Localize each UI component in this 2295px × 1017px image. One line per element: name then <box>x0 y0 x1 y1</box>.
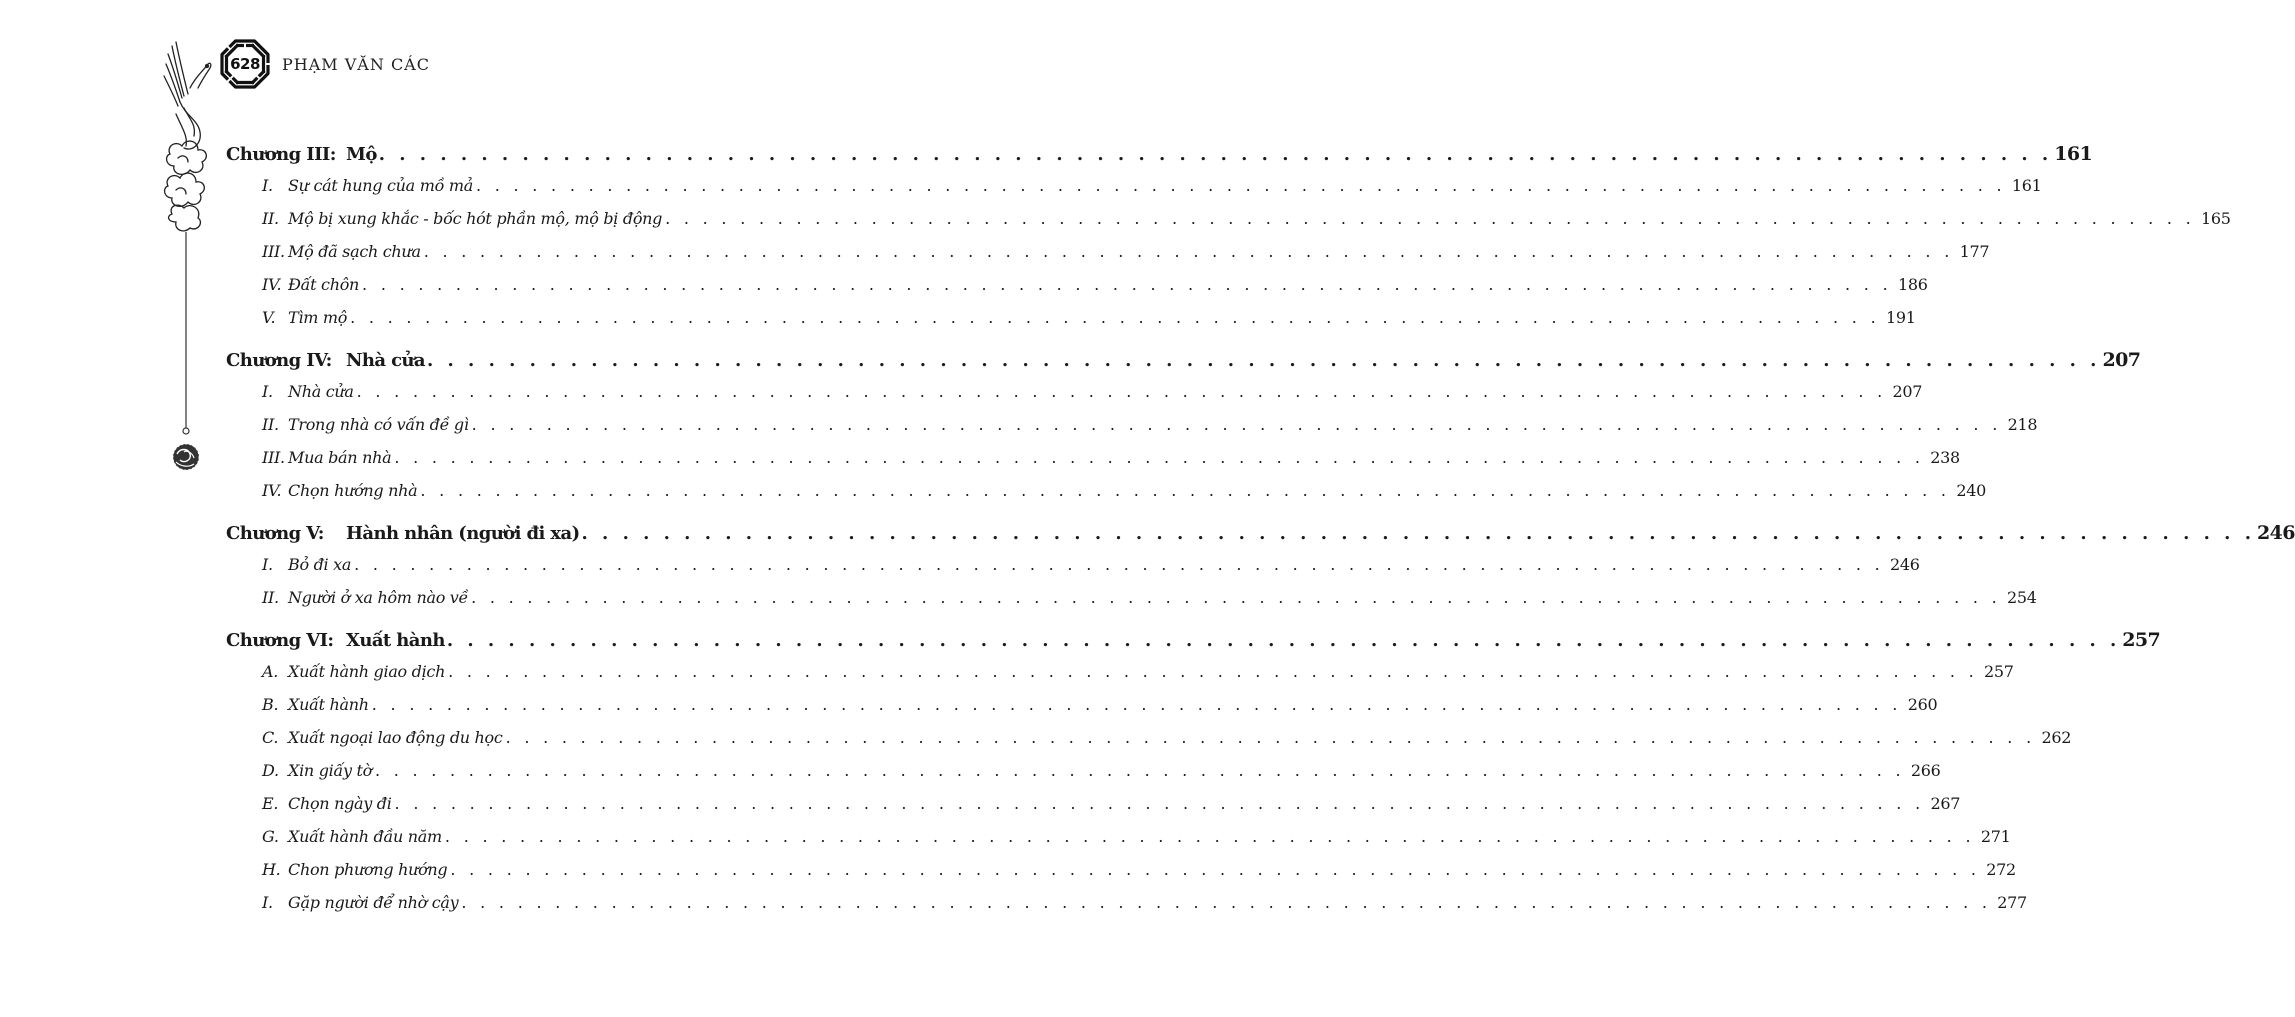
dot-leader: . . . . . . . . . . . . . . . . . . . . . . . . . . . . . . . . . . . . . . . . . . . . . . . . . . . . . . . . . . . . . . . . . . . . . . . . . . . . . . . . . . <box>423 242 1954 261</box>
section-entry <box>262 761 1941 794</box>
section-title: Người ở xa hôm nào về <box>288 588 469 607</box>
dot-leader: . . . . . . . . . . . . . . . . . . . . . . . . . . . . . . . . . . . . . . . . . . . . . . . . . . . . . . . . . . . . . . . . . . . . . . . . . . . . . . . . . . <box>450 860 1981 879</box>
dot-leader: . . . . . . . . . . . . . . . . . . . . . . . . . . . . . . . . . . . . . . . . . . . . . . . . . . . . . . . . . . . . . . . . . . . . . . . . . . . . . . . . . . <box>446 630 2121 651</box>
dot-leader: . . . . . . . . . . . . . . . . . . . . . . . . . . . . . . . . . . . . . . . . . . . . . . . . . . . . . . . . . . . . . . . . . . . . . . . . . . . . . . . . . . <box>371 695 1902 714</box>
section-page-number: 191 <box>1885 308 1916 327</box>
section-label: II. <box>262 209 279 228</box>
dot-leader: . . . . . . . . . . . . . . . . . . . . . . . . . . . . . . . . . . . . . . . . . . . . . . . . . . . . . . . . . . . . . . . . . . . . . . . . . . . . . . . . . . <box>581 523 2255 544</box>
section-title: Mộ đã sạch chưa <box>288 242 421 261</box>
section-label: D. <box>262 761 279 780</box>
chapter-entry <box>226 522 2295 555</box>
section-label: II. <box>262 415 279 434</box>
chapter-title: Xuất hành <box>346 630 445 651</box>
section-page-number: 165 <box>2201 209 2231 228</box>
section-title: Chọn ngày đi <box>288 794 392 813</box>
section-entry <box>262 893 2027 926</box>
phoenix-icon <box>162 36 214 481</box>
section-entry <box>262 695 1938 728</box>
dot-leader: . . . . . . . . . . . . . . . . . . . . . . . . . . . . . . . . . . . . . . . . . . . . . . . . . . . . . . . . . . . . . . . . . . . . . . . . . . . . . . . . . . <box>471 415 2002 434</box>
chapter-page-number: 257 <box>2122 629 2161 651</box>
section-label: I. <box>262 555 273 574</box>
section-entry <box>262 448 1960 481</box>
dot-leader: . . . . . . . . . . . . . . . . . . . . . . . . . . . . . . . . . . . . . . . . . . . . . . . . . . . . . . . . . . . . . . . . . . . . . . . . . . . . . . . . . . <box>426 350 2101 371</box>
section-title: Nhà cửa <box>288 382 354 401</box>
chapter-entry <box>226 143 2093 176</box>
section-title: Đất chôn <box>288 275 360 294</box>
page-number: 628 <box>230 55 260 73</box>
section-entry <box>262 827 2011 860</box>
section-title: Trong nhà có vấn đề gì <box>288 415 469 434</box>
dot-leader: . . . . . . . . . . . . . . . . . . . . . . . . . . . . . . . . . . . . . . . . . . . . . . . . . . . . . . . . . . . . . . . . . . . . . . . . . . . . . . . . . . <box>444 827 1975 846</box>
dot-leader: . . . . . . . . . . . . . . . . . . . . . . . . . . . . . . . . . . . . . . . . . . . . . . . . . . . . . . . . . . . . . . . . . . . . . . . . . . . . . . . . . . <box>394 794 1925 813</box>
dot-leader: . . . . . . . . . . . . . . . . . . . . . . . . . . . . . . . . . . . . . . . . . . . . . . . . . . . . . . . . . . . . . . . . . . . . . . . . . . . . . . . . . . <box>354 555 1884 574</box>
section-label: I. <box>262 382 273 401</box>
dot-leader: . . . . . . . . . . . . . . . . . . . . . . . . . . . . . . . . . . . . . . . . . . . . . . . . . . . . . . . . . . . . . . . . . . . . . . . . . . . . . . . . . . <box>420 481 1951 500</box>
section-label: IV. <box>262 275 282 294</box>
section-title: Mua bán nhà <box>288 448 392 467</box>
section-title: Tìm mộ <box>288 308 348 327</box>
table-of-contents <box>226 143 2295 926</box>
dot-leader: . . . . . . . . . . . . . . . . . . . . . . . . . . . . . . . . . . . . . . . . . . . . . . . . . . . . . . . . . . . . . . . . . . . . . . . . . . . . . . . . . . <box>374 761 1905 780</box>
page-number-badge <box>218 37 272 91</box>
chapter-title: Hành nhân (người đi xa) <box>346 523 580 544</box>
dot-leader: . . . . . . . . . . . . . . . . . . . . . . . . . . . . . . . . . . . . . . . . . . . . . . . . . . . . . . . . . . . . . . . . . . . . . . . . . . . . . . . . . . <box>378 144 2053 165</box>
section-page-number: 262 <box>2041 728 2072 747</box>
section-entry <box>262 728 2072 761</box>
running-head-author: PHẠM VĂN CÁC <box>282 54 430 74</box>
section-entry <box>262 555 1920 588</box>
dot-leader: . . . . . . . . . . . . . . . . . . . . . . . . . . . . . . . . . . . . . . . . . . . . . . . . . . . . . . . . . . . . . . . . . . . . . . . . . . . . . . . . . . <box>505 728 2036 747</box>
chapter-label: Chương III: <box>226 144 336 165</box>
section-entry <box>262 794 1961 827</box>
section-title: Xuất hành giao dịch <box>288 662 446 681</box>
dot-leader: . . . . . . . . . . . . . . . . . . . . . . . . . . . . . . . . . . . . . . . . . . . . . . . . . . . . . . . . . . . . . . . . . . . . . . . . . . . . . . . . . . <box>448 662 1979 681</box>
page-header <box>218 36 430 92</box>
section-page-number: 266 <box>1910 761 1941 780</box>
section-entry <box>262 275 1928 308</box>
chapter-label: Chương IV: <box>226 350 332 371</box>
section-page-number: 272 <box>1986 860 2016 879</box>
section-page-number: 218 <box>2007 415 2038 434</box>
dot-leader: . . . . . . . . . . . . . . . . . . . . . . . . . . . . . . . . . . . . . . . . . . . . . . . . . . . . . . . . . . . . . . . . . . . . . . . . . . . . . . . . . . <box>362 275 1892 294</box>
section-label: V. <box>262 308 276 327</box>
dot-leader: . . . . . . . . . . . . . . . . . . . . . . . . . . . . . . . . . . . . . . . . . . . . . . . . . . . . . . . . . . . . . . . . . . . . . . . . . . . . . . . . . . <box>356 382 1887 401</box>
phoenix-ornament <box>162 36 214 481</box>
section-page-number: 267 <box>1930 794 1961 813</box>
section-page-number: 271 <box>1980 827 2011 846</box>
chapter-page-number: 246 <box>2256 522 2295 544</box>
section-page-number: 207 <box>1892 382 1923 401</box>
chapter-label: Chương VI: <box>226 630 334 651</box>
section-title: Xuất ngoại lao động du học <box>288 728 503 747</box>
section-entry <box>262 860 2016 893</box>
section-page-number: 260 <box>1907 695 1938 714</box>
section-title: Chọn hướng nhà <box>288 481 418 500</box>
dot-leader: . . . . . . . . . . . . . . . . . . . . . . . . . . . . . . . . . . . . . . . . . . . . . . . . . . . . . . . . . . . . . . . . . . . . . . . . . . . . . . . . . . <box>475 176 2006 195</box>
dot-leader: . . . . . . . . . . . . . . . . . . . . . . . . . . . . . . . . . . . . . . . . . . . . . . . . . . . . . . . . . . . . . . . . . . . . . . . . . . . . . . . . . . <box>471 588 2001 607</box>
section-page-number: 257 <box>1984 662 2014 681</box>
section-label: G. <box>262 827 279 846</box>
section-entry <box>262 481 1986 514</box>
section-label: I. <box>262 893 273 912</box>
section-page-number: 246 <box>1890 555 1920 574</box>
section-entry <box>262 209 2231 242</box>
chapter-entry <box>226 629 2161 662</box>
section-page-number: 240 <box>1956 481 1986 500</box>
section-page-number: 238 <box>1930 448 1960 467</box>
section-page-number: 186 <box>1897 275 1928 294</box>
section-entry <box>262 242 1990 275</box>
chapter-entry <box>226 349 2141 382</box>
section-label: IV. <box>262 481 282 500</box>
section-label: III. <box>262 448 285 467</box>
section-page-number: 161 <box>2011 176 2042 195</box>
section-entry <box>262 662 2014 695</box>
medallion-icon <box>173 444 199 470</box>
section-page-number: 277 <box>1997 893 2027 912</box>
section-title: Chon phương hướng <box>288 860 448 879</box>
section-label: III. <box>262 242 285 261</box>
chapter-page-number: 161 <box>2054 143 2093 165</box>
chapter-page-number: 207 <box>2102 349 2141 371</box>
section-title: Sự cát hung của mồ mả <box>288 176 473 195</box>
section-entry <box>262 176 2042 209</box>
dot-leader: . . . . . . . . . . . . . . . . . . . . . . . . . . . . . . . . . . . . . . . . . . . . . . . . . . . . . . . . . . . . . . . . . . . . . . . . . . . . . . . . . . <box>394 448 1925 467</box>
section-entry <box>262 382 1923 415</box>
section-label: A. <box>262 662 279 681</box>
chapter-title: Mộ <box>346 144 377 165</box>
chapter-label: Chương V: <box>226 523 324 544</box>
section-entry <box>262 308 1916 341</box>
section-label: II. <box>262 588 279 607</box>
section-title: Mộ bị xung khắc - bốc hót phần mộ, mộ bị động <box>288 209 663 228</box>
chapter-title: Nhà cửa <box>346 350 425 371</box>
section-title: Xuất hành đầu năm <box>288 827 442 846</box>
section-label: E. <box>262 794 279 813</box>
dot-leader: . . . . . . . . . . . . . . . . . . . . . . . . . . . . . . . . . . . . . . . . . . . . . . . . . . . . . . . . . . . . . . . . . . . . . . . . . . . . . . . . . . <box>665 209 2196 228</box>
section-page-number: 254 <box>2007 588 2037 607</box>
section-title: Xin giấy tờ <box>288 761 372 780</box>
section-entry <box>262 415 2038 448</box>
section-page-number: 177 <box>1959 242 1990 261</box>
section-label: I. <box>262 176 273 195</box>
dot-leader: . . . . . . . . . . . . . . . . . . . . . . . . . . . . . . . . . . . . . . . . . . . . . . . . . . . . . . . . . . . . . . . . . . . . . . . . . . . . . . . . . . <box>350 308 1880 327</box>
section-title: Bỏ đi xa <box>288 555 352 574</box>
section-label: C. <box>262 728 279 747</box>
section-title: Xuất hành <box>288 695 369 714</box>
section-title: Gặp người để nhờ cậy <box>288 893 459 912</box>
dot-leader: . . . . . . . . . . . . . . . . . . . . . . . . . . . . . . . . . . . . . . . . . . . . . . . . . . . . . . . . . . . . . . . . . . . . . . . . . . . . . . . . . . <box>461 893 1992 912</box>
section-label: B. <box>262 695 279 714</box>
section-entry <box>262 588 2037 621</box>
section-label: H. <box>262 860 281 879</box>
